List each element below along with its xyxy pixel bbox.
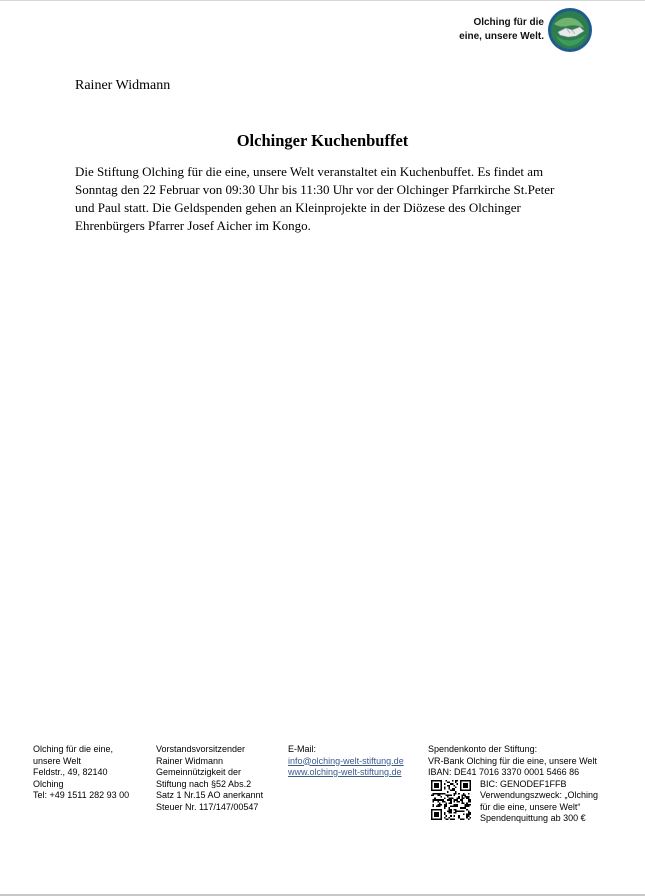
footer-email-label: E-Mail: — [288, 744, 317, 754]
qr-code-icon — [431, 780, 471, 820]
footer-purpose-line: Verwendungszweck: „Olching — [480, 790, 599, 800]
footer-board — [156, 744, 263, 813]
footer-address-line: Feldstr., 49, 82140 — [33, 767, 108, 777]
footer-address-line: unsere Welt — [33, 755, 81, 766]
globe-handshake-icon — [546, 6, 594, 54]
footer-board-line: Stiftung nach §52 Abs.2 — [156, 778, 252, 789]
footer-purpose-line: für die eine, unsere Welt“ — [480, 801, 581, 812]
page-top-edge — [0, 0, 645, 1]
footer-bic: BIC: GENODEF1FFB — [480, 778, 567, 789]
website-link[interactable]: www.olching-welt-stiftung.de — [288, 767, 402, 777]
footer-board-line: Vorstandsvorsitzender — [156, 744, 246, 754]
footer-address — [33, 744, 129, 802]
footer-contact — [288, 744, 404, 779]
body-line: Ehrenbürgers Pfarrer Josef Aicher im Kongo. — [75, 218, 311, 233]
body-line: Sonntag den 22 Februar von 09:30 Uhr bis 11:30 Uhr vor der Olchinger Pfarrkirche St.Peter — [75, 182, 555, 197]
footer-bank-line: VR-Bank Olching für die eine, unsere Welt — [428, 755, 597, 766]
logo-line-1: Olching für die — [473, 17, 544, 28]
logo-line-2: eine, unsere Welt. — [459, 31, 544, 42]
footer-tax-number: Steuer Nr. 117/147/00547 — [156, 801, 259, 812]
footer-board-line: Gemeinnützigkeit der — [156, 767, 242, 777]
body-line: und Paul statt. Die Geldspenden gehen an Kleinprojekte in der Diözese des Olchinger — [75, 200, 521, 215]
logo-text — [440, 16, 544, 44]
header-logo — [440, 4, 600, 54]
document-title: Olchinger Kuchenbuffet — [236, 131, 409, 150]
footer-address-line: Olching — [33, 778, 64, 789]
body-paragraph — [75, 163, 575, 235]
footer-iban: IBAN: DE41 7016 3370 0001 5466 86 — [428, 767, 580, 777]
footer-bank-line: Spendenkonto der Stiftung: — [428, 744, 538, 754]
footer-address-line: Olching für die eine, — [33, 744, 114, 754]
footer-board-line: Rainer Widmann — [156, 755, 224, 766]
body-line: Die Stiftung Olching für die eine, unsere Welt veranstaltet ein Kuchenbuffet. Es findet am — [75, 164, 544, 179]
footer-phone: Tel: +49 1511 282 93 00 — [33, 790, 130, 800]
footer-board-line: Satz 1 Nr.15 AO anerkannt — [156, 790, 264, 800]
email-link[interactable]: info@olching-welt-stiftung.de — [288, 755, 404, 766]
author-name: Rainer Widmann — [75, 78, 171, 93]
footer-receipt-note: Spendenquittung ab 300 € — [480, 813, 586, 823]
